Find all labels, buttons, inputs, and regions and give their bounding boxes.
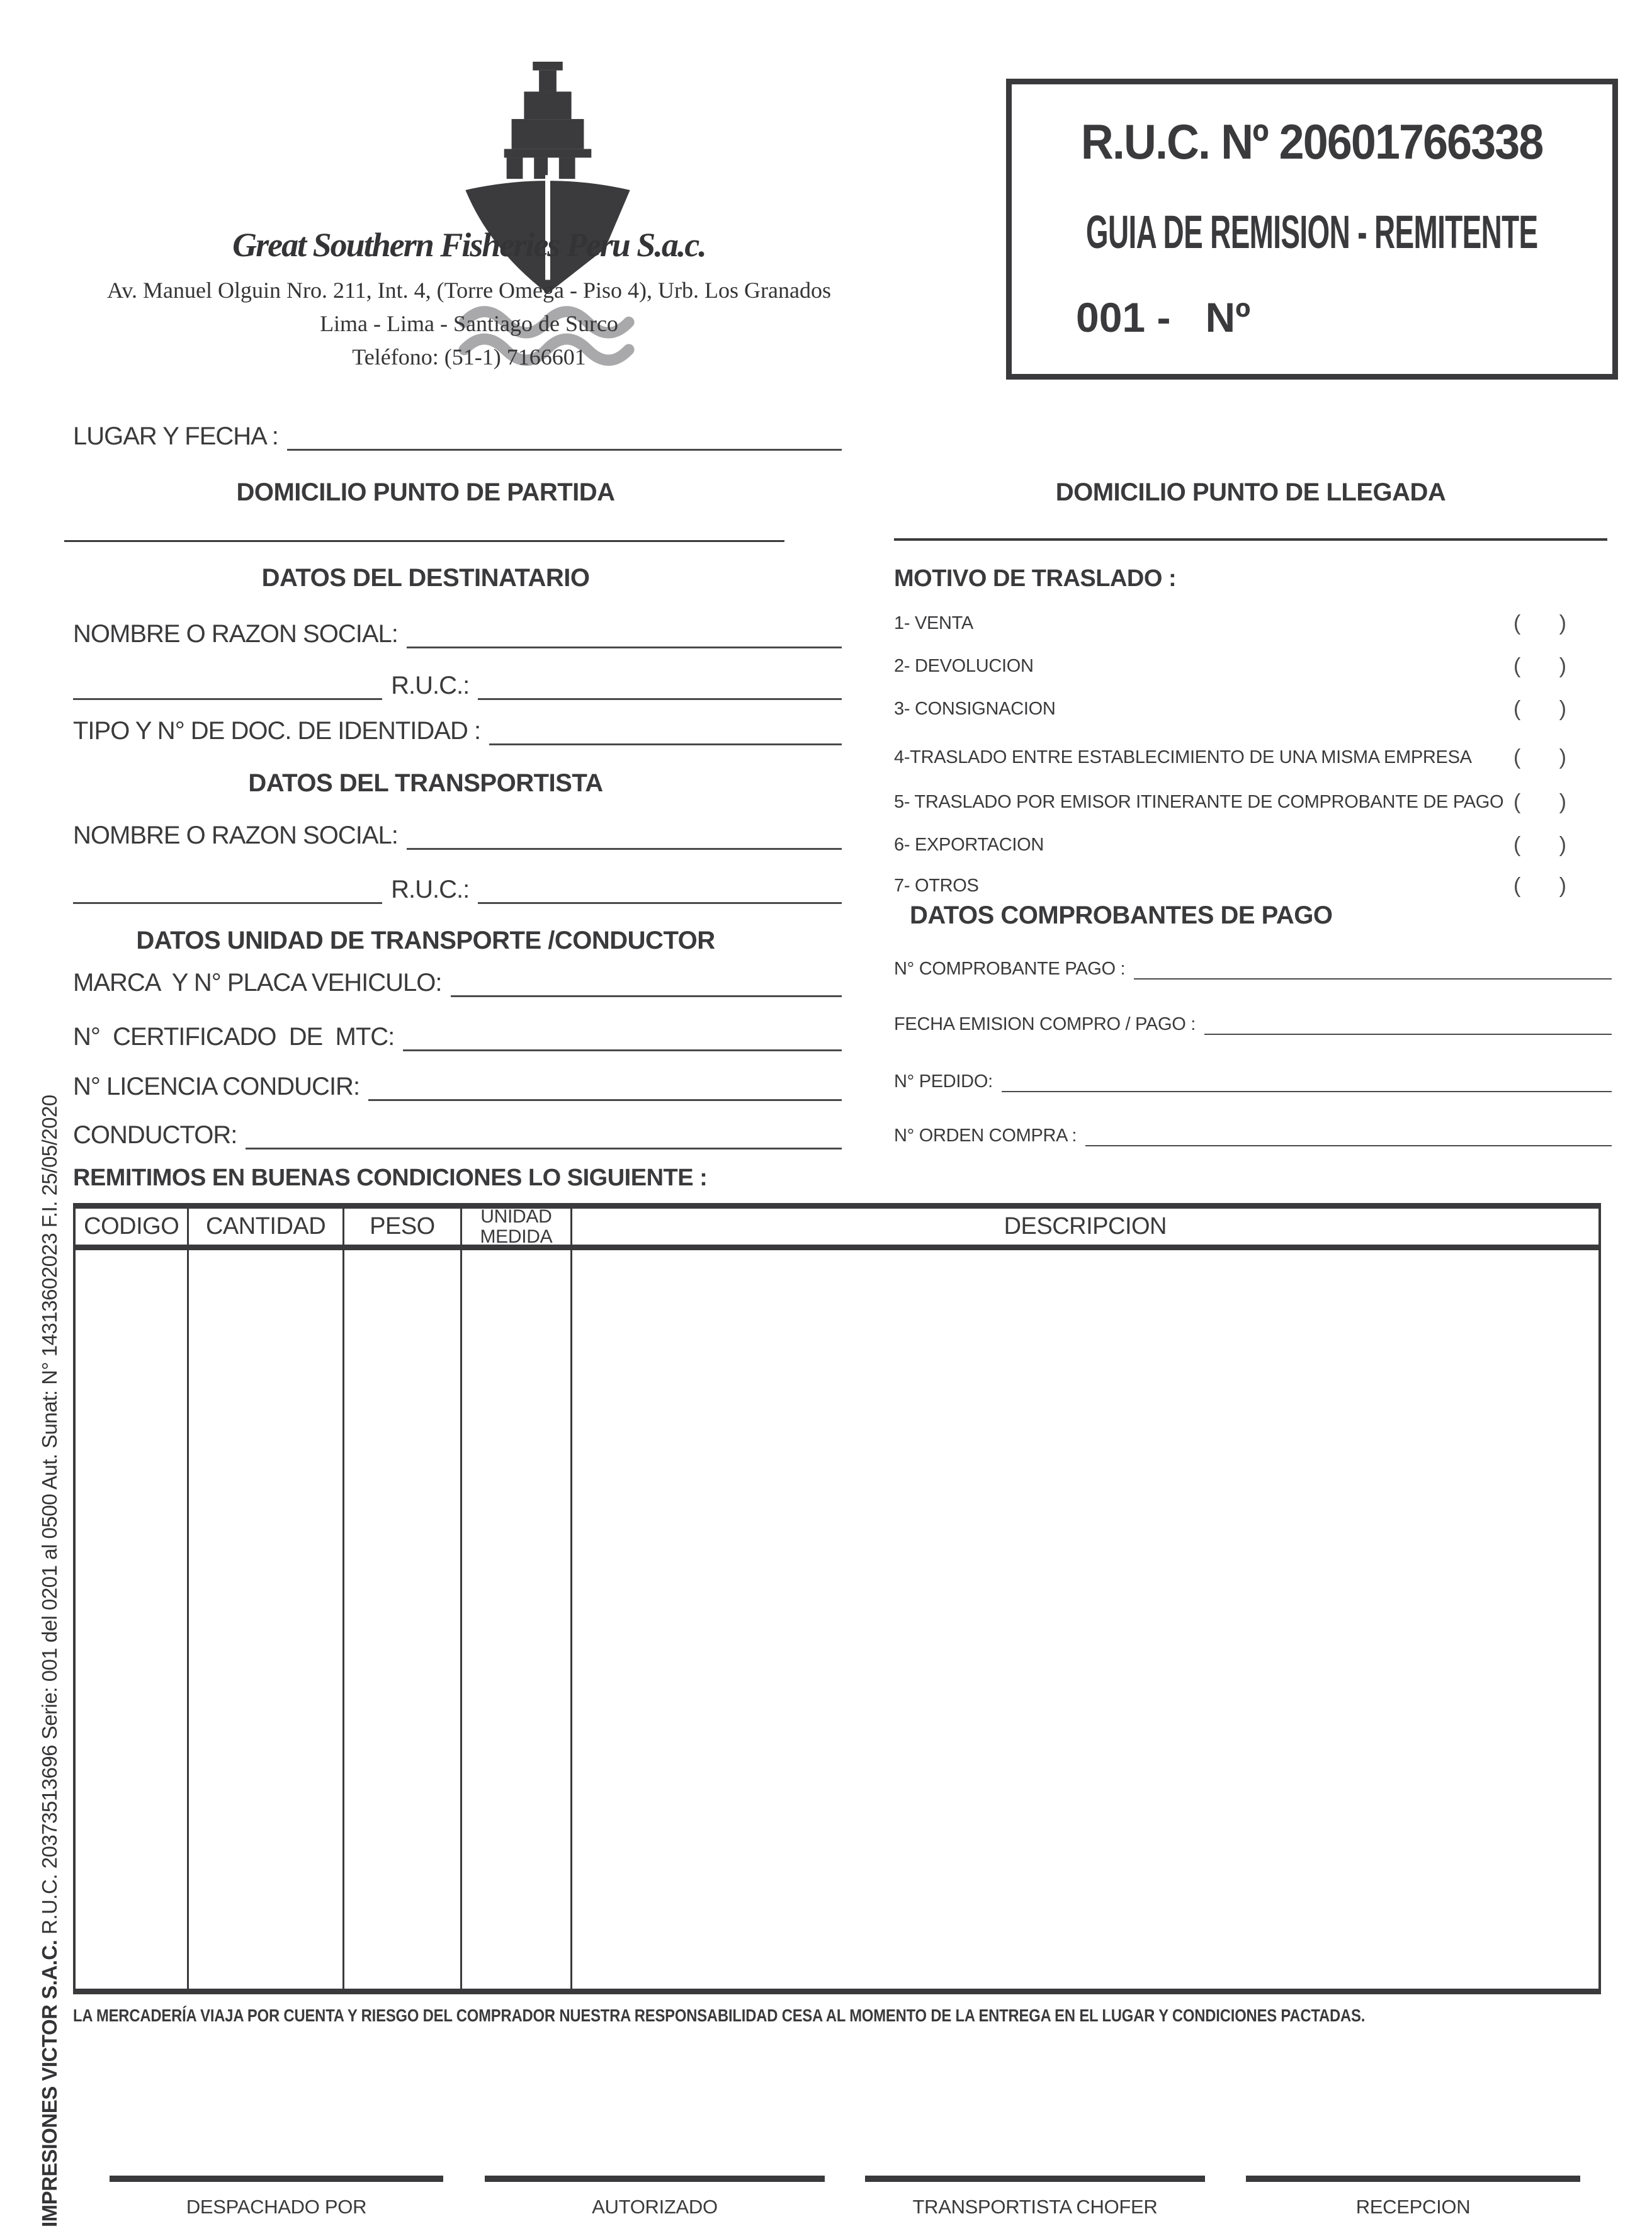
nombre-razon-label: NOMBRE O RAZON SOCIAL: <box>73 822 398 849</box>
signature-line <box>485 2176 825 2182</box>
company-name: Great Southern Fisheries Peru S.a.c. <box>232 226 706 264</box>
company-city: Lima - Lima - Santiago de Surco <box>320 311 618 336</box>
signature-block-transportista <box>865 2176 1205 2218</box>
paren-close: ) <box>1559 611 1566 635</box>
partida-line <box>64 540 784 542</box>
blank-line <box>478 695 842 700</box>
destinatario-nombre-row <box>73 621 842 648</box>
llegada-title: DOMICILIO PUNTO DE LLEGADA <box>1055 478 1446 506</box>
llegada-line <box>894 538 1607 541</box>
table-header-descripcion <box>572 1209 1598 1245</box>
checkbox-parens <box>1513 833 1566 857</box>
comprobantes-title: DATOS COMPROBANTES DE PAGO <box>910 901 1333 929</box>
blank-line <box>451 992 842 997</box>
lugar-fecha-row <box>73 423 842 451</box>
tipo-doc-label: TIPO Y N° DE DOC. DE IDENTIDAD : <box>73 717 481 745</box>
paren-open: ( <box>1513 789 1521 814</box>
printer-name: IMPRESIONES VICTOR S.A.C. <box>38 1940 61 2227</box>
motivo-item-venta <box>894 609 1618 637</box>
unidad-title: DATOS UNIDAD DE TRANSPORTE /CONDUCTOR <box>136 927 715 954</box>
motivo-item-label: 1- VENTA <box>894 613 973 633</box>
paren-close: ) <box>1559 832 1566 857</box>
paren-close: ) <box>1559 873 1566 898</box>
table-header-peso <box>344 1209 462 1245</box>
destinatario-ruc-row <box>73 672 842 700</box>
blank-line <box>287 446 842 451</box>
paren-open: ( <box>1513 873 1521 898</box>
fecha-emision-label: FECHA EMISION COMPRO / PAGO : <box>894 1014 1196 1034</box>
paren-open: ( <box>1513 696 1521 721</box>
signature-block-autorizado <box>485 2176 825 2218</box>
table-body-cell <box>572 1250 1598 1989</box>
signature-block-despachado <box>110 2176 443 2218</box>
transportista-ruc-row <box>73 876 842 904</box>
paren-close: ) <box>1559 653 1566 678</box>
signature-label: TRANSPORTISTA CHOFER <box>912 2196 1158 2218</box>
blank-line <box>478 899 842 904</box>
blank-line <box>403 1046 842 1051</box>
items-table <box>73 1203 1601 1994</box>
motivo-item-otros <box>894 872 1618 900</box>
paren-close: ) <box>1559 696 1566 721</box>
conductor-label: CONDUCTOR: <box>73 1121 237 1149</box>
comprobante-pago-row <box>894 954 1612 980</box>
cert-mtc-row <box>73 1024 842 1051</box>
table-header-unidad-medida <box>462 1206 572 1247</box>
destinatario-title: DATOS DEL DESTINATARIO <box>261 564 590 592</box>
document-title: GUIA DE REMISION - REMITENTE <box>1086 206 1538 258</box>
motivo-item-emisor-itinerante <box>894 788 1618 816</box>
table-body <box>76 1250 1598 1989</box>
printer-authorization: R.U.C. 20373513696 Serie: 001 del 0201 al 0500 Aut. Sunat: N° 14313602023 F.I. 25/05/2020 <box>38 1095 61 1940</box>
licencia-row <box>73 1073 842 1101</box>
ruc-label: R.U.C.: <box>391 672 470 699</box>
blank-line <box>489 740 842 745</box>
table-header-row <box>76 1206 1598 1250</box>
paren-close: ) <box>1559 745 1566 769</box>
table-header-codigo <box>76 1209 189 1245</box>
marca-placa-row <box>73 969 842 997</box>
motivo-item-label: 4-TRASLADO ENTRE ESTABLECIMIENTO DE UNA MISMA EMPRESA <box>894 747 1472 767</box>
checkbox-parens <box>1513 611 1566 636</box>
pedido-label: N° PEDIDO: <box>894 1071 993 1092</box>
checkbox-parens <box>1513 697 1566 721</box>
column-header-label: CODIGO <box>84 1213 179 1240</box>
signature-label: AUTORIZADO <box>592 2196 718 2218</box>
checkbox-parens <box>1513 745 1566 770</box>
signature-label: DESPACHADO POR <box>186 2196 367 2218</box>
motivo-item-label: 3- CONSIGNACION <box>894 698 1056 719</box>
remitimos-label: REMITIMOS EN BUENAS CONDICIONES LO SIGUIENTE : <box>73 1165 708 1191</box>
orden-compra-label: N° ORDEN COMPRA : <box>894 1126 1077 1146</box>
blank-line <box>73 899 382 904</box>
checkbox-parens <box>1513 790 1566 815</box>
ruc-box <box>1006 79 1618 380</box>
table-body-cell <box>76 1250 189 1989</box>
paren-open: ( <box>1513 832 1521 857</box>
blank-line <box>1002 1087 1612 1092</box>
table-body-cell <box>189 1250 344 1989</box>
series-number: 001 - Nº <box>1076 294 1251 341</box>
column-header-label: DESCRIPCION <box>1004 1213 1167 1240</box>
paren-open: ( <box>1513 745 1521 769</box>
blank-line <box>1085 1141 1612 1146</box>
column-header-label: CANTIDAD <box>205 1213 326 1240</box>
pedido-row <box>894 1067 1612 1092</box>
conductor-row <box>73 1122 842 1149</box>
company-address: Av. Manuel Olguin Nro. 211, Int. 4, (Torre Omega - Piso 4), Urb. Los Granados <box>107 278 831 303</box>
motivo-item-label: 6- EXPORTACION <box>894 834 1044 855</box>
tipo-doc-row <box>73 718 842 745</box>
liability-note <box>73 2006 1521 2026</box>
transportista-nombre-row <box>73 822 842 850</box>
ruc-label: R.U.C.: <box>391 876 470 903</box>
table-header-cantidad <box>189 1209 344 1245</box>
paren-open: ( <box>1513 653 1521 678</box>
blank-line <box>73 695 382 700</box>
signature-label: RECEPCION <box>1355 2196 1471 2218</box>
checkbox-parens <box>1513 874 1566 898</box>
blank-line <box>407 643 842 648</box>
motivo-item-traslado-empresa <box>894 743 1618 771</box>
motivo-item-consignacion <box>894 695 1618 723</box>
nombre-razon-label: NOMBRE O RAZON SOCIAL: <box>73 620 398 648</box>
printer-credit <box>38 1095 62 2227</box>
paren-open: ( <box>1513 611 1521 635</box>
partida-title: DOMICILIO PUNTO DE PARTIDA <box>236 478 615 506</box>
liability-note-text: LA MERCADERÍA VIAJA POR CUENTA Y RIESGO DEL COMPRADOR NUESTRA RESPONSABILIDAD CESA AL MOMENTO DE LA ENTREGA EN EL LUGAR Y CONDICIONES PACTADAS. <box>73 2006 1366 2025</box>
motivo-item-exportacion <box>894 831 1618 859</box>
licencia-label: N° LICENCIA CONDUCIR: <box>73 1073 360 1100</box>
signature-line <box>1246 2176 1580 2182</box>
column-header-label: UNIDAD MEDIDA <box>480 1206 553 1247</box>
fecha-emision-row <box>894 1010 1612 1035</box>
motivo-title: MOTIVO DE TRASLADO : <box>894 565 1177 592</box>
blank-line <box>246 1144 842 1149</box>
table-body-cell <box>344 1250 462 1989</box>
table-body-cell <box>462 1250 572 1989</box>
cert-mtc-label: N° CERTIFICADO DE MTC: <box>73 1023 395 1051</box>
orden-compra-row <box>894 1121 1612 1146</box>
signature-line <box>110 2176 443 2182</box>
motivo-item-label: 2- DEVOLUCION <box>894 655 1034 676</box>
company-phone: Teléfono: (51-1) 7166601 <box>352 344 586 370</box>
transportista-title: DATOS DEL TRANSPORTISTA <box>248 769 603 797</box>
blank-line <box>368 1096 842 1101</box>
paren-close: ) <box>1559 789 1566 814</box>
checkbox-parens <box>1513 654 1566 679</box>
blank-line <box>1204 1030 1612 1035</box>
marca-placa-label: MARCA Y N° PLACA VEHICULO: <box>73 969 442 997</box>
ruc-number: R.U.C. Nº 20601766338 <box>1081 114 1543 169</box>
motivo-item-label: 5- TRASLADO POR EMISOR ITINERANTE DE COMPROBANTE DE PAGO <box>894 791 1504 812</box>
motivo-item-label: 7- OTROS <box>894 875 979 896</box>
lugar-fecha-label: LUGAR Y FECHA : <box>73 422 278 450</box>
signature-block-recepcion <box>1246 2176 1580 2218</box>
blank-line <box>407 845 842 850</box>
comprobante-pago-label: N° COMPROBANTE PAGO : <box>894 959 1126 979</box>
blank-line <box>1134 974 1612 980</box>
motivo-item-devolucion <box>894 652 1618 680</box>
column-header-label: PESO <box>370 1213 435 1240</box>
signature-line <box>865 2176 1205 2182</box>
